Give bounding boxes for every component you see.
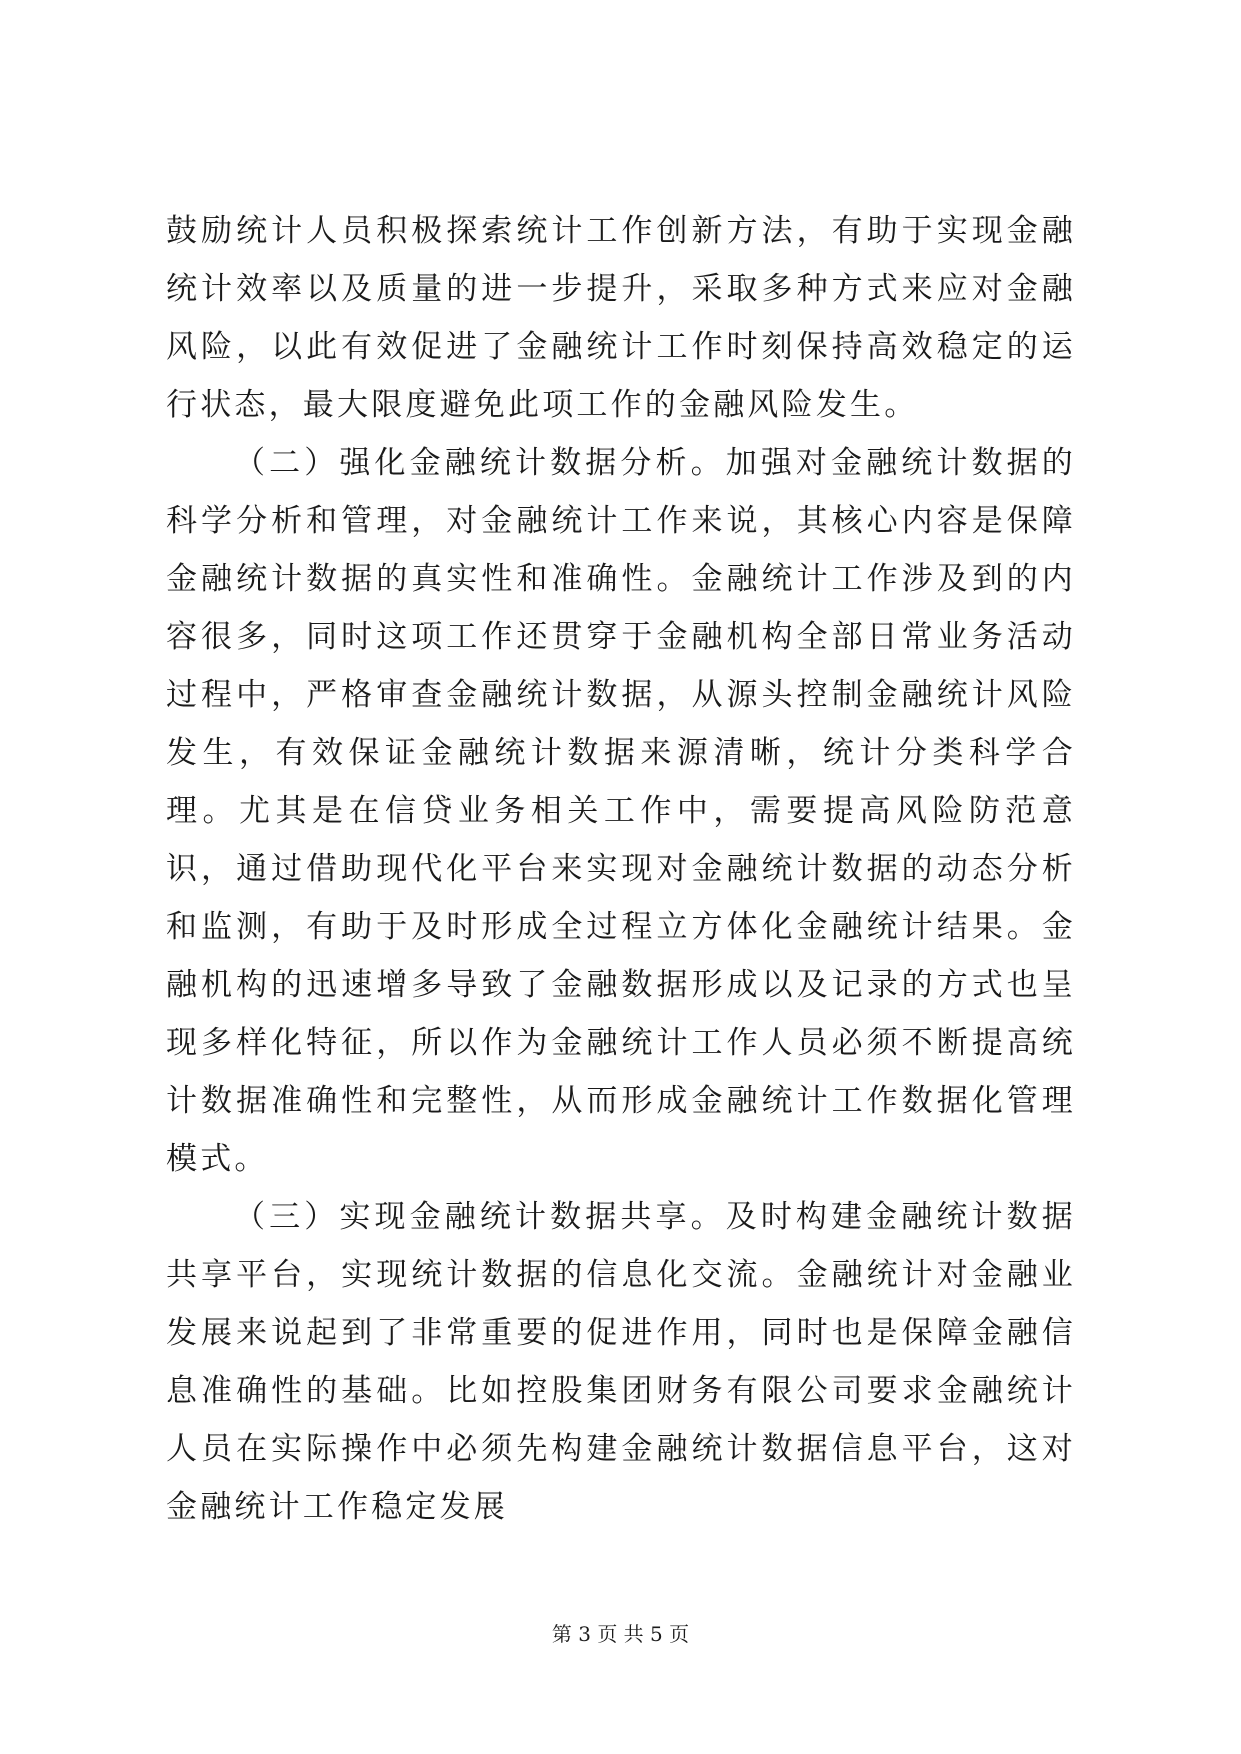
paragraph-section-3: （三）实现金融统计数据共享。及时构建金融统计数据共享平台，实现统计数据的信息化交流。金融统计对金融业发展来说起到了非常重要的促进作用，同时也是保障金融信息准确性的基础。比如控股集团财务有限公司要求金融统计人员在实际操作中必须先构建金融统计数据信息平台，这对金融统计工作稳定发展 — [166, 1199, 1076, 1525]
page-number-footer: 第 3 页 共 5 页 — [551, 1622, 690, 1646]
document-body — [166, 202, 1076, 1536]
paragraph-section-2: （二）强化金融统计数据分析。加强对金融统计数据的科学分析和管理，对金融统计工作来说，其核心内容是保障金融统计数据的真实性和准确性。金融统计工作涉及到的内容很多，同时这项工作还贯穿于金融机构全部日常业务活动过程中，严格审查金融统计数据，从源头控制金融统计风险发生，有效保证金融统计数据来源清晰，统计分类科学合理。尤其是在信贷业务相关工作中，需要提高风险防范意识，通过借助现代化平台来实现对金融统计数据的动态分析和监测，有助于及时形成全过程立方体化金融统计结果。金融机构的迅速增多导致了金融数据形成以及记录的方式也呈现多样化特征，所以作为金融统计工作人员必须不断提高统计数据准确性和完整性，从而形成金融统计工作数据化管理模式。 — [166, 445, 1076, 1177]
paragraph-continuation: 鼓励统计人员积极探索统计工作创新方法，有助于实现金融统计效率以及质量的进一步提升，采取多种方式来应对金融风险，以此有效促进了金融统计工作时刻保持高效稳定的运行状态，最大限度避免此项工作的金融风险发生。 — [166, 213, 1076, 423]
